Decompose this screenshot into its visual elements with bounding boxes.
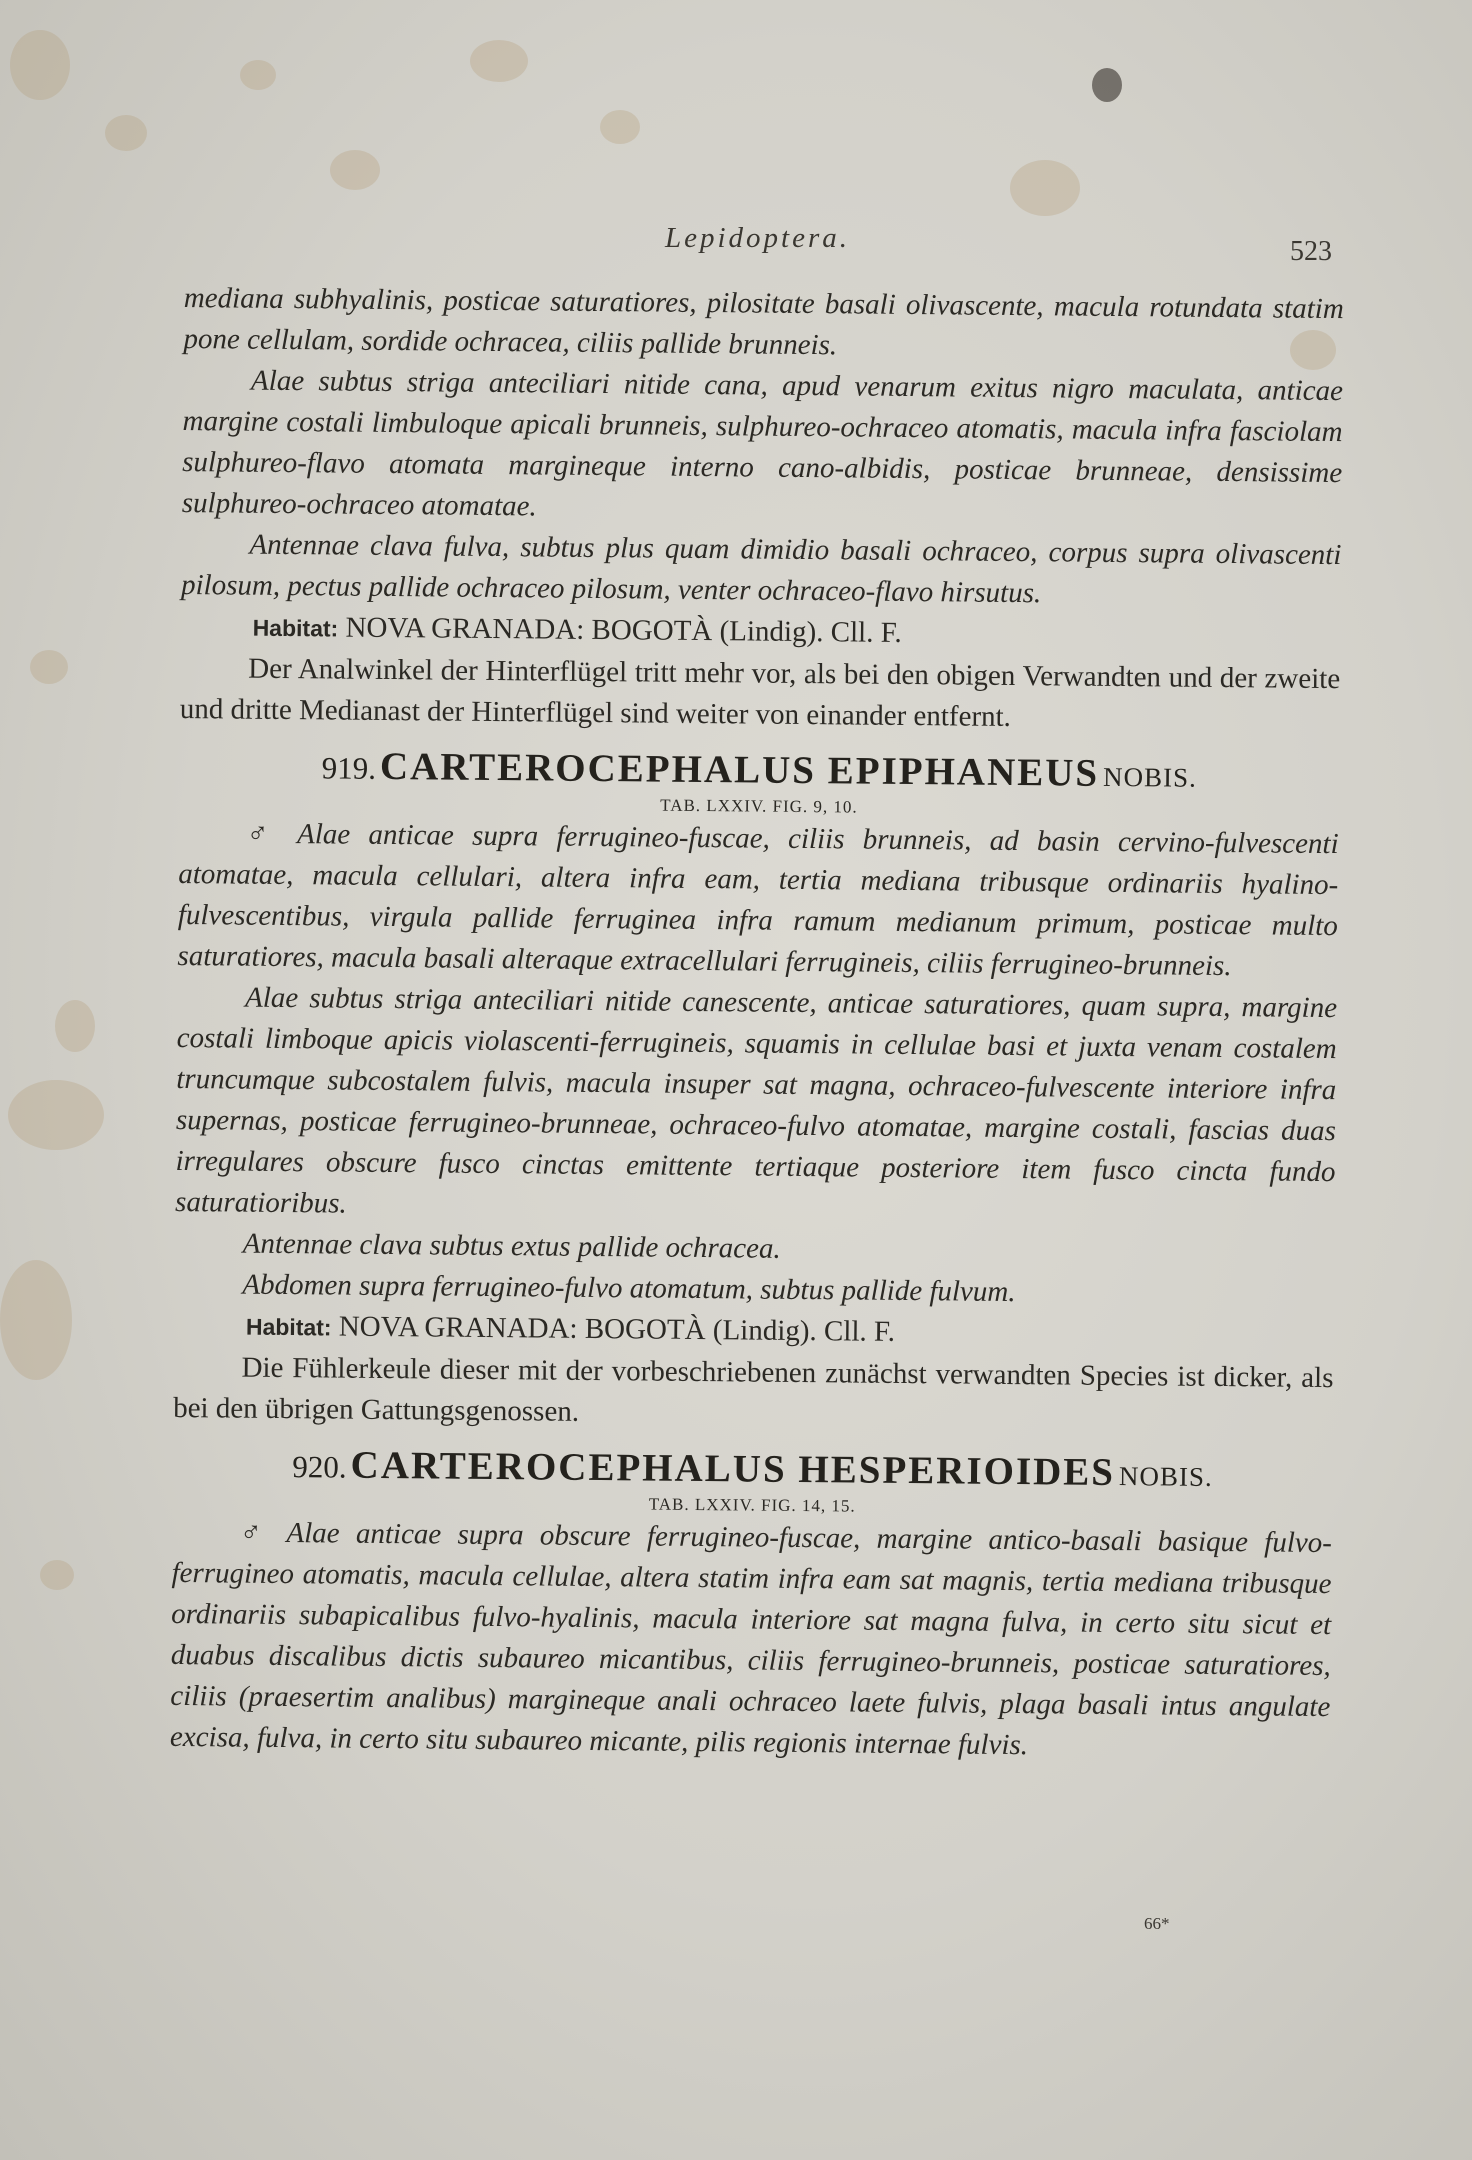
- foxing-stain: [40, 1560, 74, 1590]
- species-name: CARTEROCEPHALUS HESPERIOIDES: [350, 1443, 1116, 1494]
- species-antennae: Antennae clava subtus extus pallide ochracea.: [242, 1227, 781, 1265]
- continued-antennae: Antennae clava fulva, subtus plus quam dimidio basali ochraceo, corpus supra olivascenti pilosum, pectus pallide ochraceo pilosum, venter ochraceo-flavo hirsutus.: [180, 528, 1342, 610]
- species-note: Die Fühlerkeule dieser mit der vorbeschriebenen zunächst verwandten Species ist dicker, als bei den übrigen Gattungsgenossen.: [172, 1351, 1334, 1428]
- habitat-label: Habitat:: [245, 1313, 332, 1341]
- species-abdomen: Abdomen supra ferrugineo-fulvo atomatum, subtus pallide fulvum.: [242, 1268, 1016, 1309]
- species-upperside: ♂ Alae anticae supra obscure ferrugineo-fuscae, margine antico-basali basique fulvo-ferrugineo atomatis, macula cellulae, altera statim infra eam sat magnis, tertia mediana tribusque ordinariis subapicalibus fulvo-hyalinis, macula interiore sat magna fulva, in certo situ sicut et duabus discalibus dictis subaureo micantibus, ciliis ferrugineo-brunneis, posticae saturatiores, ciliis (praesertim analibus) margineque anali ochraceo laete fulvis, plaga basali intus angulate excisa, fulva, in certo situ subaureo micante, pilis regionis internae fulvis.: [169, 1516, 1333, 1762]
- foxing-stain: [10, 30, 70, 100]
- foxing-stain: [1010, 160, 1080, 216]
- species-upperside: ♂ Alae anticae supra ferrugineo-fuscae, ciliis brunneis, ad basin cervino-fulvescenti atomatae, macula cellulari, altera infra eam, tertia mediana tribusque ordinariis hyalino-fulvescentibus, virgula pallide ferruginea infra ramum medianum primum, posticae multo saturatiores, macula basali alteraque extracellulari ferrugineis, ciliis ferrugineo-brunneis.: [177, 817, 1339, 983]
- species-number: 920.: [292, 1449, 347, 1485]
- species-author: NOBIS.: [1118, 1461, 1213, 1492]
- species-heading-920: [172, 1441, 1332, 1497]
- habitat-text: NOVA GRANADA: BOGOTÀ (Lindig). Cll. F.: [345, 611, 902, 649]
- foxing-stain: [0, 1260, 72, 1380]
- foxing-stain: [600, 110, 640, 144]
- foxing-stain: [105, 115, 147, 151]
- foxing-stain: [470, 40, 528, 82]
- plate-reference: TAB. LXXIV. FIG. 9, 10.: [660, 795, 858, 817]
- foxing-stain: [240, 60, 276, 90]
- species-name: CARTEROCEPHALUS EPIPHANEUS: [379, 744, 1100, 795]
- page-body: [170, 278, 1344, 1769]
- species-author: NOBIS.: [1102, 761, 1197, 793]
- foxing-stain: [330, 150, 380, 190]
- continued-underside: Alae subtus striga anteciliari nitide cana, apud venarum exitus nigro maculata, anticae margine costali limbuloque apicali brunneis, sulphureo-ochraceo atomatis, macula infra fasciolam sulphureo-flavo atomata margineque interno cano-albidis, posticae brunneae, densissime sulphureo-ochraceo atomatae.: [181, 364, 1344, 523]
- signature-mark: 66*: [1144, 1914, 1170, 1933]
- foxing-stain: [8, 1080, 104, 1150]
- running-title: Lepidoptera.: [665, 222, 851, 254]
- plate-reference: TAB. LXXIV. FIG. 14, 15.: [648, 1494, 856, 1516]
- foxing-stain: [55, 1000, 95, 1052]
- habitat-label: Habitat:: [252, 614, 339, 642]
- species-underside: Alae subtus striga anteciliari nitide canescente, anticae saturatiores, quam supra, margine costali limboque apicis violascenti-ferrugineis, squamis in cellulae basi et juxta venam costalem truncumque subcostalem fulvis, macula insuper sat magna, ochraceo-fulvescente interiore infra supernas, posticae ferrugineo-brunneae, ochraceo-fulvo atomatae, margine costali, fascias duas irregulares obscure fusco cinctas emittente tertiaque posteriore item fusco cincta fundo saturatioribus.: [174, 981, 1338, 1220]
- foxing-stain: [30, 650, 68, 684]
- habitat-text: NOVA GRANADA: BOGOTÀ (Lindig). Cll. F.: [338, 1310, 896, 1348]
- species-number: 919.: [321, 750, 377, 786]
- page-number: 523: [1290, 236, 1332, 267]
- ink-spot: [1092, 68, 1122, 102]
- species-heading-919: [179, 742, 1339, 798]
- continued-description: mediana subhyalinis, posticae saturatiores, pilositate basali olivascente, macula rotundata statim pone cellulam, sordide ochracea, ciliis pallide brunneis.: [183, 281, 1344, 362]
- continued-note: Der Analwinkel der Hinterflügel tritt mehr vor, als bei den obigen Verwandten und der zweite und dritte Medianast der Hinterflügel sind weiter von einander entfernt.: [179, 652, 1341, 733]
